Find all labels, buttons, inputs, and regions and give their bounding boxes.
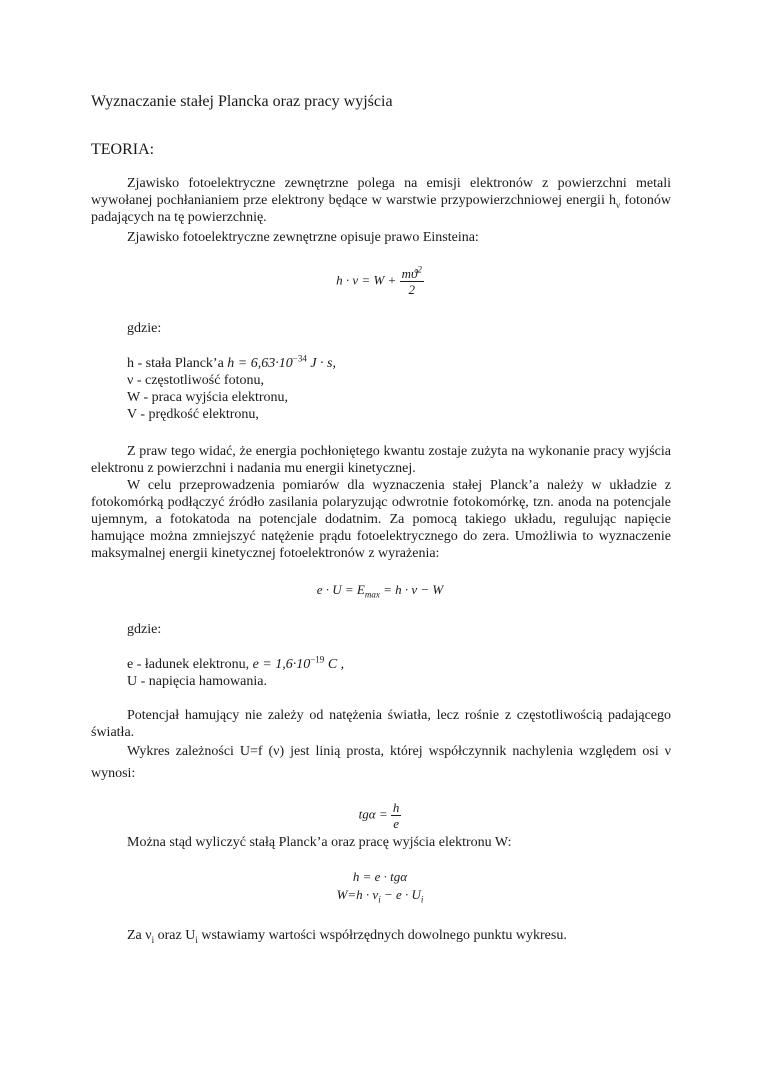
formula-text: = h · ν − W	[379, 582, 444, 597]
formula-text: e = 1,6·10	[252, 657, 311, 672]
paragraph-text: oraz U	[154, 928, 196, 943]
formula-text: h · ν = W +	[336, 272, 400, 288]
superscript: −34	[292, 353, 307, 364]
fraction-numerator: mϑ	[401, 266, 418, 281]
paragraph-text: wstawiamy wartości współrzędnych dowolnego punktu wykresu.	[197, 928, 567, 943]
list-text: h - stała Planck’a	[127, 356, 228, 371]
fraction-denominator: 2	[408, 282, 415, 297]
formula-text: J · s,	[306, 356, 336, 371]
paragraph-text: Potencjał hamujący nie zależy od natężenia światła, lecz rośnie z częstotliwością padającego światła.	[91, 708, 671, 740]
symbol-list-1	[127, 355, 336, 423]
list-text: e - ładunek elektronu,	[127, 657, 253, 672]
subscript: i	[195, 934, 198, 945]
superscript: −19	[310, 654, 325, 665]
section-heading: TEORIA:	[91, 141, 155, 158]
list-item	[127, 355, 336, 372]
list-item: U - napięcia hamowania.	[127, 674, 267, 689]
list-item: V - prędkość elektronu,	[127, 407, 259, 422]
formula-text: e · U = E	[316, 582, 365, 597]
subscript: i	[378, 894, 381, 905]
paragraph-text: Zjawisko fotoelektryczne zewnętrzne polega na emisji elektronów z powierzchni metali wywołanej pochłanianiem prze elektrony będące w warstwie przypowierzchniowej energii h	[91, 176, 671, 208]
fraction-denominator: e	[393, 816, 399, 831]
paragraph-text: W celu przeprowadzenia pomiarów dla wyznaczenia stałej Planck’a należy w układzie z fotokomórką podłączyć źródło zasilania polaryzując odwrotnie fotokomórkę, tzn. anoda na potencjale ujemnym, a fotokatoda na potencjale dodatnim. Za pomocą takiego układu, regulując napięcie hamujące można zmniejszyć natężenie prądu fotoelektrycznego do zera. Umożliwia to wyznaczenie maksymalnej energii kinetycznej fotoelektronów z wyrażenia:	[91, 478, 671, 561]
fraction	[400, 266, 424, 297]
paragraph-calculate: Można stąd wyliczyć stałą Planck’a oraz pracę wyjścia elektronu W:	[127, 835, 512, 850]
subscript: ν	[616, 199, 621, 210]
paragraph-measurement	[91, 477, 671, 562]
paragraph-energy	[91, 443, 671, 477]
formula-work	[0, 886, 760, 903]
subscript: i	[420, 894, 424, 905]
formula-planck: h = e · tgα	[352, 869, 408, 884]
list-item: W - praca wyjścia elektronu,	[127, 390, 289, 405]
fraction-numerator: h	[392, 800, 400, 815]
list-item: ν - częstotliwość fotonu,	[127, 373, 264, 388]
paragraph-graph	[91, 741, 671, 785]
paragraph-potential	[91, 707, 671, 741]
gdzie-label: gdzie:	[127, 321, 162, 336]
paragraph-text: Z praw tego widać, że energia pochłoniętego kwantu zostaje zużyta na wykonanie pracy wyjścia elektronu z powierzchni i nadania mu energii kinetycznej.	[91, 444, 671, 476]
formula-text: h = 6,63·10	[227, 356, 293, 371]
formula-text: − e · U	[380, 887, 421, 902]
subscript: i	[151, 934, 155, 945]
symbol-list-2	[127, 656, 344, 690]
formula-einstein	[0, 266, 760, 297]
paragraph-einstein-intro: Zjawisko fotoelektryczne zewnętrzne opisuje prawo Einsteina:	[127, 230, 479, 245]
paragraph-text: Za ν	[127, 928, 152, 943]
paragraph-text: fotonów padających na tę powierzchnię.	[91, 193, 671, 225]
subscript: max	[364, 589, 380, 600]
formula-slope	[0, 800, 760, 831]
list-item	[127, 656, 344, 673]
document-title: Wyznaczanie stałej Plancka oraz pracy wyjścia	[91, 93, 393, 110]
paragraph-text: Wykres zależności U=f (ν) jest linią prosta, której współczynnik nachylenia względem osi ν wynosi:	[91, 744, 671, 781]
formula-text: C ,	[324, 657, 345, 672]
formula-text: tgα =	[358, 806, 391, 822]
superscript: 2	[417, 264, 422, 275]
formula-text: W=h · ν	[336, 887, 379, 902]
paragraph-photoelectric-effect	[91, 175, 671, 226]
fraction	[391, 800, 402, 831]
formula-energy	[0, 581, 760, 598]
gdzie-label: gdzie:	[127, 622, 162, 637]
paragraph-final	[127, 927, 567, 944]
